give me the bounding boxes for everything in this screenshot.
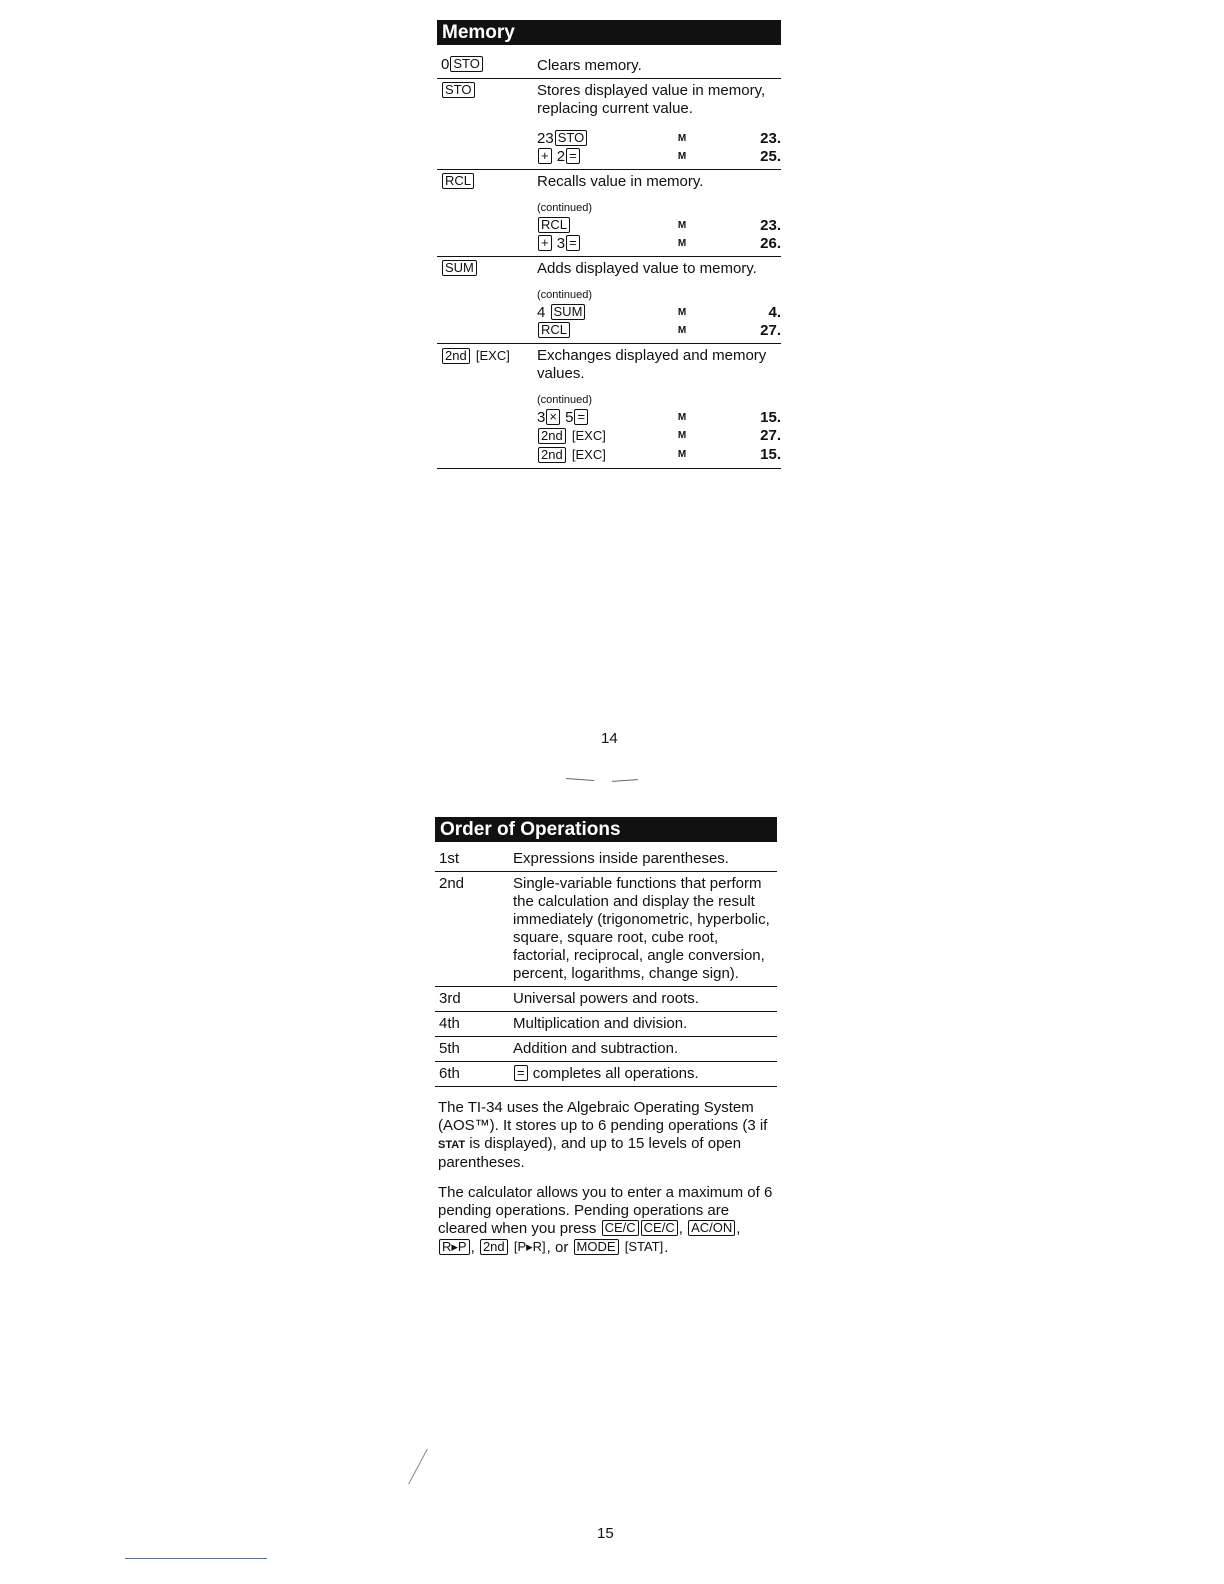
rcl-key: RCL xyxy=(538,322,570,338)
memory-indicator: M xyxy=(677,133,687,144)
order-desc: Addition and subtraction. xyxy=(513,1040,679,1057)
memory-indicator: M xyxy=(677,325,687,336)
display-result: 4. xyxy=(768,304,781,321)
memory-row-clear xyxy=(437,48,781,79)
example-row: + 2 = M 25. xyxy=(437,148,781,170)
key-prefix: 0 xyxy=(441,56,450,73)
memory-indicator: M xyxy=(677,238,687,249)
continued-note: (continued) xyxy=(537,202,593,214)
sum-key: SUM xyxy=(442,260,477,276)
display-result: 26. xyxy=(760,235,781,252)
order-desc: Single-variable functions that perform the calculation and display the result immediately (trigonometric, hyperbolic, square, square root, cube root, factorial, reciprocal, angle conversion, percent, logarithms, change sign). xyxy=(513,875,770,982)
page-number-bottom: 15 xyxy=(597,1525,614,1542)
exc-key: [ EXC ] xyxy=(572,447,606,462)
memory-indicator: M xyxy=(677,449,687,460)
sum-key: SUM xyxy=(551,304,586,320)
rcl-key: RCL xyxy=(538,217,570,233)
order-desc: Universal powers and roots. xyxy=(513,990,699,1007)
order-title: Order of Operations xyxy=(435,817,777,842)
order-row xyxy=(435,1012,777,1037)
order-row xyxy=(435,1062,777,1087)
second-key: 2nd xyxy=(538,428,566,444)
order-rank: 5th xyxy=(439,1040,460,1057)
p-to-r-key: [ P▸R ] xyxy=(514,1239,546,1254)
pending-paragraph: The calculator allows you to enter a maximum of 6 pending operations. Pending operations are cleared when you press CE/C CE/C , AC/ON , R▸P , 2nd [ P▸R ] , or MODE [ STAT ] . xyxy=(435,1184,777,1257)
example-row: 4 SUM M 4. xyxy=(537,304,781,321)
sto-key: STO xyxy=(442,82,475,98)
example-row: 3 × 5 = M 15. xyxy=(537,409,781,426)
memory-indicator: M xyxy=(677,151,687,162)
sto-key: STO xyxy=(450,56,483,72)
ce-c-key: CE/C xyxy=(602,1220,639,1236)
memory-desc: Recalls value in memory. xyxy=(537,173,704,190)
scan-mark xyxy=(612,779,638,782)
rcl-key: RCL xyxy=(442,173,474,189)
order-table xyxy=(435,846,777,1087)
page-number-top: 14 xyxy=(601,730,618,747)
plus-key: + xyxy=(538,148,552,164)
order-rank: 1st xyxy=(439,850,460,867)
memory-title: Memory xyxy=(437,20,781,45)
memory-row-store xyxy=(437,79,781,131)
aos-paragraph: The TI-34 uses the Algebraic Operating System (AOS™). It stores up to 6 pending operations (3 if STAT is displayed), and up to 15 levels of open parentheses. xyxy=(438,1099,768,1171)
display-result: 27. xyxy=(760,427,781,444)
continued-note: (continued) xyxy=(537,394,593,406)
equals-key: = xyxy=(514,1065,528,1081)
order-row xyxy=(435,987,777,1012)
example-row: 23 STO M 23. xyxy=(537,130,781,147)
display-result: 15. xyxy=(760,409,781,426)
order-desc: Multiplication and division. xyxy=(513,1015,688,1032)
memory-desc: Adds displayed value to memory. xyxy=(537,260,757,277)
second-key: 2nd xyxy=(480,1239,508,1255)
memory-indicator: M xyxy=(677,412,687,423)
order-desc: completes all operations. xyxy=(532,1065,699,1082)
scan-mark xyxy=(408,1449,428,1485)
memory-indicator: M xyxy=(677,430,687,441)
equals-key: = xyxy=(566,235,580,251)
display-result: 15. xyxy=(760,446,781,463)
exc-key: [ EXC ] xyxy=(476,348,510,363)
order-rank: 6th xyxy=(439,1065,460,1082)
display-result: 23. xyxy=(760,130,781,147)
memory-row-exchange xyxy=(437,344,781,392)
order-row xyxy=(435,1037,777,1062)
stat-key: [ STAT ] xyxy=(625,1239,664,1254)
ce-c-key: CE/C xyxy=(641,1220,678,1236)
memory-row-sum xyxy=(437,257,781,287)
continued-note: (continued) xyxy=(537,289,593,301)
memory-row-recall xyxy=(437,170,781,200)
order-rank: 4th xyxy=(439,1015,460,1032)
equals-key: = xyxy=(566,148,580,164)
exc-key: [ EXC ] xyxy=(572,428,606,443)
display-result: 23. xyxy=(760,217,781,234)
memory-desc: Stores displayed value in memory, replacing current value. xyxy=(537,82,766,117)
order-row xyxy=(435,846,777,872)
ac-on-key: AC/ON xyxy=(688,1220,735,1236)
memory-section xyxy=(437,20,781,469)
example-row: + 3 = M 26. xyxy=(437,235,781,257)
sto-key: STO xyxy=(555,130,588,146)
order-row xyxy=(435,872,777,987)
memory-indicator: M xyxy=(677,307,687,318)
second-key: 2nd xyxy=(538,447,566,463)
memory-table xyxy=(437,48,781,469)
scan-mark xyxy=(125,1558,267,1559)
order-rank: 2nd xyxy=(439,875,465,892)
memory-desc: Clears memory. xyxy=(537,57,642,74)
stat-indicator: STAT xyxy=(438,1139,466,1151)
order-section xyxy=(435,817,777,1257)
second-key: 2nd xyxy=(442,348,470,364)
memory-indicator: M xyxy=(677,220,687,231)
mode-key: MODE xyxy=(574,1239,619,1255)
r-to-p-key: R▸P xyxy=(439,1239,470,1255)
equals-key: = xyxy=(574,409,588,425)
scan-mark xyxy=(566,778,594,781)
multiply-key: × xyxy=(546,409,560,425)
plus-key: + xyxy=(538,235,552,251)
order-desc: Expressions inside parentheses. xyxy=(513,850,729,867)
display-result: 25. xyxy=(760,148,781,165)
display-result: 27. xyxy=(760,322,781,339)
order-rank: 3rd xyxy=(439,990,461,1007)
memory-desc: Exchanges displayed and memory values. xyxy=(537,347,767,382)
